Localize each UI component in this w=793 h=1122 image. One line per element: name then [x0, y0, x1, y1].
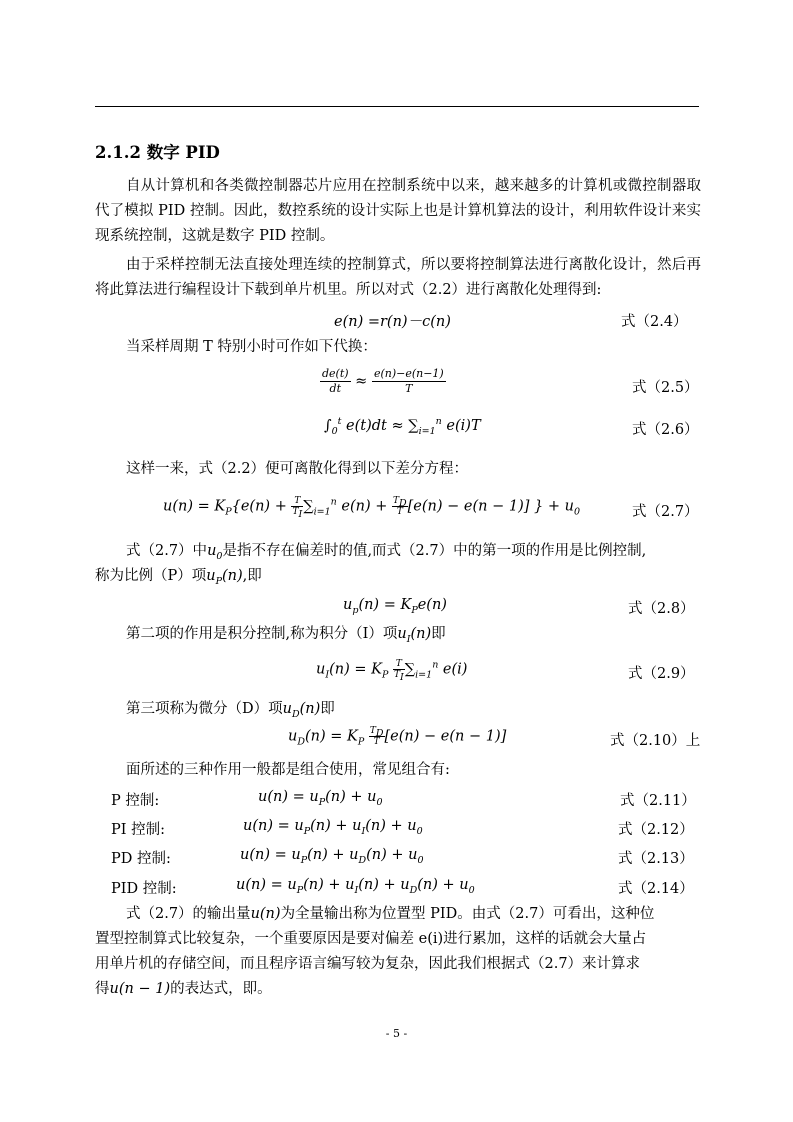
paragraph-9-line-4: 得u(n − 1)的表达式，即。: [95, 981, 272, 997]
equation-2-6: $\int_0^t$ $e(t)dt \approx \sum_{i=1}^n$ e(i)T: [324, 416, 481, 437]
paragraph-9-text-f: 的表达式，即。: [170, 981, 272, 997]
paragraph-2: 由于采样控制无法直接处理连续的控制算式，所以要将控制算法进行离散化设计，然后再将此算法进行编程设计下载到单片机里。所以对式（2.2）进行离散化处理得到:: [95, 257, 701, 298]
equation-number-2-10: 式（2.10）上: [610, 733, 701, 749]
paragraph-7-text-b: 即: [320, 701, 335, 717]
paragraph-8: 面所述的三种作用一般都是组合使用，常见组合有:: [126, 762, 450, 778]
paragraph-3: 当采样周期 T 特别小时可作如下代换：: [126, 339, 377, 355]
equation-2-9: $u_I(n) = K_P$ $\frac{T}{T_I}$ $\sum_{i=1}^n$ e(i): [316, 659, 468, 683]
paragraph-5-text-c: 称为比例（P）项: [95, 568, 207, 584]
paragraph-6-text-a: 第二项的作用是积分控制,称为积分（I）项: [126, 626, 398, 642]
paragraph-5-text-a: 式（2.7）中: [126, 543, 208, 559]
equation-2-5: $\frac{de(t)}{dt}$ ≈ $\frac{e(n)-e(n-1)}{T}$: [322, 367, 444, 395]
paragraph-5-line-2: 称为比例（P）项$u_P(n)$,即: [95, 568, 262, 587]
equation-number-2-13: 式（2.13）: [618, 851, 694, 867]
equation-number-2-6: 式（2.6）: [632, 422, 699, 438]
combo-label-pd: PD 控制:: [111, 851, 171, 867]
paragraph-6-text-b: 即: [431, 626, 446, 642]
section-number: 2.1.2: [95, 143, 141, 162]
equation-number-2-14: 式（2.14）: [618, 881, 694, 897]
combo-label-pi: PI 控制:: [111, 822, 165, 838]
combo-label-pid: PID 控制:: [111, 881, 177, 897]
paragraph-7-text-a: 第三项称为微分（D）项: [126, 701, 283, 717]
paragraph-9-text-a: 式（2.7）的输出量: [126, 906, 251, 922]
paragraph-6: 第二项的作用是积分控制,称为积分（I）项$u_I(n)$即: [126, 626, 446, 645]
paragraph-4: 这样一来，式（2.2）便可离散化得到以下差分方程：: [126, 461, 469, 477]
equation-number-2-8: 式（2.8）: [628, 601, 695, 617]
equation-number-2-4: 式（2.4）: [621, 314, 688, 330]
paragraph-5-line-1: 式（2.7）中$u_0$是指不存在偏差时的值,而式（2.7）中的第一项的作用是比例控制,: [126, 543, 647, 562]
page-number: - 5 -: [385, 1027, 408, 1040]
paragraph-9-text-e: 得: [95, 981, 110, 997]
equation-2-8: $u_p(n) = K_Pe(n)$: [343, 597, 447, 616]
header-rule: [95, 106, 699, 107]
equation-number-2-7: 式（2.7）: [632, 504, 699, 520]
paragraph-7: 第三项称为微分（D）项$u_D(n)$即: [126, 701, 335, 720]
paragraph-5-text-d: ,即: [242, 568, 262, 584]
equation-number-2-11: 式（2.11）: [620, 793, 696, 809]
equation-number-2-9: 式（2.9）: [628, 666, 695, 682]
paragraph-9-line-3: 用单片机的存储空间，而且程序语言编写较为复杂，因此我们根据式（2.7）来计算求: [95, 956, 641, 972]
paragraph-5-text-b: 是指不存在偏差时的值,而式（2.7）中的第一项的作用是比例控制,: [222, 543, 647, 559]
equation-2-14: $u(n) = u_P(n) + u_I(n) + u_D(n) + u_0$: [236, 877, 475, 896]
paragraph-1: 自从计算机和各类微控制器芯片应用在控制系统中以来，越来越多的计算机或微控制器取代了模拟 PID 控制。因此，数控系统的设计实际上也是计算机算法的设计，利用软件设计来实现系统控制，这就是数字 PID 控制。: [95, 178, 701, 244]
paragraph-9-text-b: 为全量输出称为位置型 PID。由式（2.7）可看出，这种位: [280, 906, 655, 922]
equation-number-2-12: 式（2.12）: [618, 822, 694, 838]
paragraph-9-line-1: 式（2.7）的输出量u(n)为全量输出称为位置型 PID。由式（2.7）可看出，这种位: [126, 906, 655, 922]
equation-2-4: e(n) =r(n)－c(n): [334, 314, 451, 330]
equation-2-11: $u(n) = u_P(n) + u_0$: [258, 789, 383, 808]
equation-2-12: $u(n) = u_P(n) + u_I(n) + u_0$: [243, 818, 423, 837]
equation-2-13: $u(n) = u_P(n) + u_D(n) + u_0$: [240, 847, 424, 866]
equation-2-7: $u(n) = K_P\{e(n)$ + $\frac{T}{T_I}$ $\sum_{i=1}^n$ e(n) + $\frac{T_D}{T}$ [e(n) − e(n − 1)] } + $u_0$: [163, 496, 580, 520]
equation-number-2-5: 式（2.5）: [632, 380, 699, 396]
section-heading: [95, 139, 220, 163]
combo-label-p: P 控制:: [111, 793, 160, 809]
section-title: 数字 PID: [146, 143, 220, 162]
paragraph-9-line-2: 置型控制算式比较复杂，一个重要原因是要对偏差 e(i)进行累加，这样的话就会大量占: [95, 931, 647, 947]
equation-2-10: $u_D(n) = K_P$ $\frac{T_D}{T}$ [e(n) − e(n − 1)]: [288, 726, 507, 748]
